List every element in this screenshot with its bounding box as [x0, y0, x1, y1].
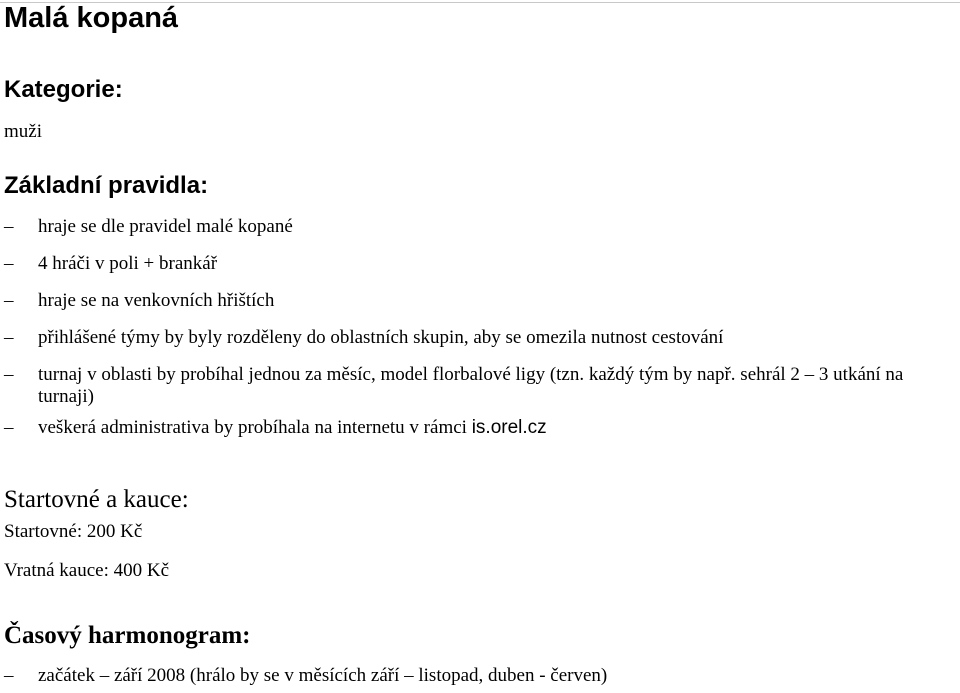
list-dash: –	[4, 253, 14, 274]
rule-text: přihlášené týmy by byly rozděleny do oblastních skupin, aby se omezila nutnost cestování	[38, 327, 724, 348]
entry-fee: Startovné: 200 Kč	[4, 521, 143, 542]
list-dash: –	[4, 216, 14, 237]
list-dash: –	[4, 290, 14, 311]
schedule-list	[4, 665, 934, 687]
list-item	[4, 253, 934, 275]
list-dash: –	[4, 327, 14, 348]
category-heading: Kategorie:	[4, 76, 123, 103]
list-item	[4, 327, 934, 349]
fees-heading: Startovné a kauce:	[4, 486, 189, 513]
schedule-heading: Časový harmonogram:	[4, 622, 251, 649]
list-dash: –	[4, 417, 14, 438]
rules-heading: Základní pravidla:	[4, 172, 209, 199]
rule-text: hraje se dle pravidel malé kopané	[38, 216, 293, 237]
deposit: Vratná kauce: 400 Kč	[4, 560, 170, 581]
list-dash: –	[4, 364, 14, 385]
rule-text: hraje se na venkovních hřištích	[38, 290, 275, 311]
category-value: muži	[4, 121, 42, 142]
list-item	[4, 417, 934, 439]
list-item	[4, 290, 934, 312]
page-title: Malá kopaná	[4, 2, 179, 34]
schedule-text: začátek – září 2008 (hrálo by se v měsících září – listopad, duben - červen)	[38, 665, 608, 686]
list-item	[4, 216, 934, 238]
list-item	[4, 364, 934, 408]
rule-text: turnaj v oblasti by probíhal jednou za měsíc, model florbalové ligy (tzn. každý tým by např. sehrál 2 – 3 utkání na turnaji)	[38, 364, 904, 407]
rule-link-text: is.orel.cz	[471, 417, 547, 438]
rules-list	[4, 216, 934, 454]
list-dash: –	[4, 665, 14, 686]
rule-text: 4 hráči v poli + brankář	[38, 253, 218, 274]
rule-text: veškerá administrativa by probíhala na internetu v rámci	[38, 417, 472, 438]
list-item	[4, 665, 934, 687]
